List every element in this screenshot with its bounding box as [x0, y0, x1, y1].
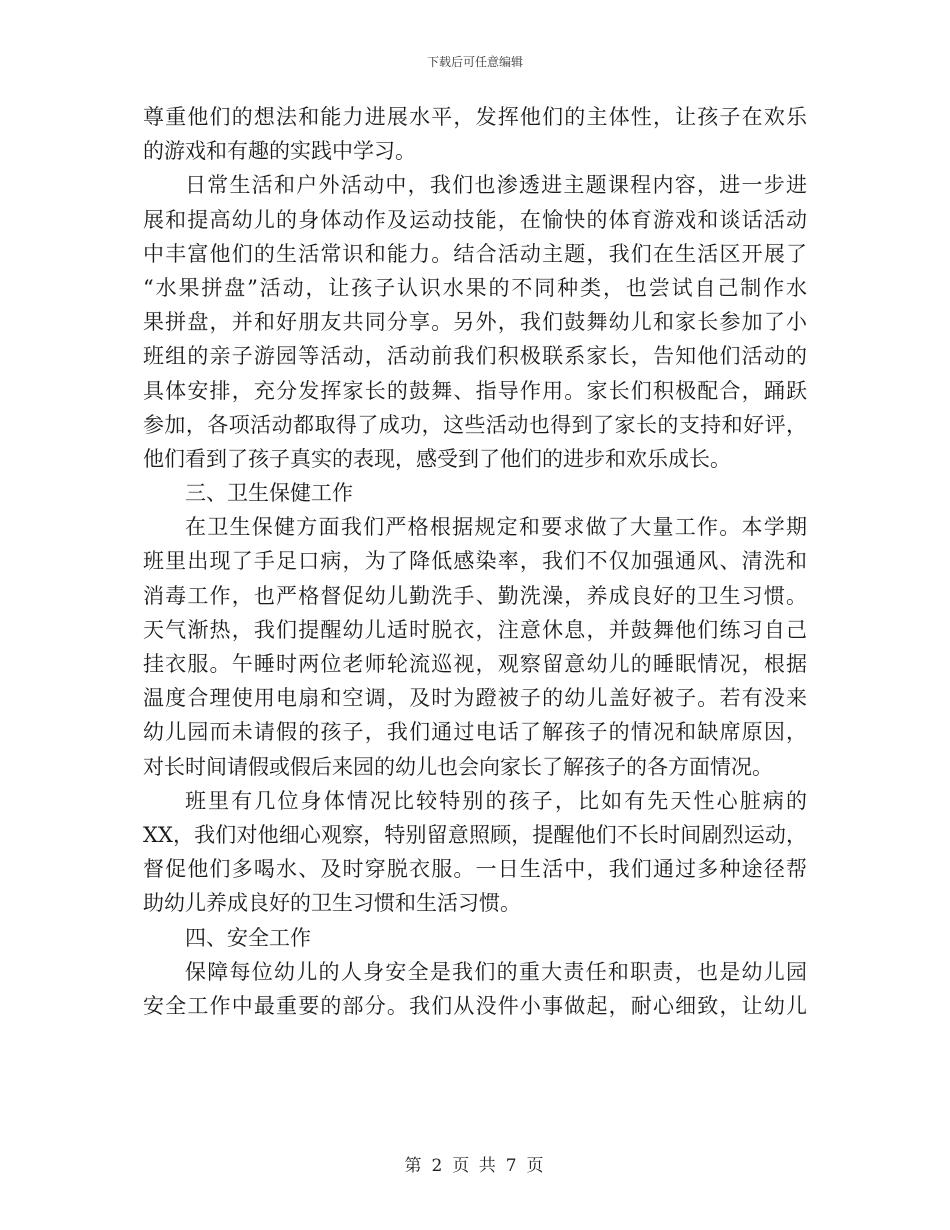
text-line: 果拼盘，并和好朋友共同分享。另外，我们鼓舞幼儿和家长参加了小 — [143, 310, 807, 335]
text-line: 幼儿园而未请假的孩子，我们通过电话了解孩子的情况和缺席原因， — [143, 720, 807, 745]
text-line: 温度合理使用电扇和空调，及时为蹬被子的幼儿盖好被子。若有没来 — [143, 686, 807, 711]
page-label-suffix: 页 — [526, 1156, 546, 1176]
text-line: 班里出现了手足口病，为了降低感染率，我们不仅加强通风、清洗和 — [143, 549, 807, 574]
text-line: 天气渐热，我们提醒幼儿适时脱衣，注意休息，并鼓舞他们练习自己 — [143, 617, 807, 642]
text-line: 展和提高幼儿的身体动作及运动技能，在愉快的体育游戏和谈话活动 — [143, 207, 807, 232]
page-header: 下载后可任意编辑 — [426, 55, 523, 69]
text-line: 班里有几位身体情况比较特别的孩子，比如有先天性心脏病的 — [185, 788, 807, 813]
page-footer — [0, 1151, 950, 1176]
text-line: 对长时间请假或假后来园的幼儿也会向家长了解孩子的各方面情况。 — [143, 754, 773, 779]
text-line: “水果拼盘”活动，让孩子认识水果的不同种类，也尝试自己制作水 — [143, 275, 807, 300]
text-line: 参加，各项活动都取得了成功，这些活动也得到了家长的支持和好评， — [143, 412, 807, 437]
paragraph — [143, 168, 807, 476]
document-body — [143, 100, 807, 1023]
heading-text: 三、卫生保健工作 — [185, 481, 353, 506]
paragraph — [143, 100, 807, 168]
text-line: 日常生活和户外活动中，我们也渗透进主题课程内容，进一步进 — [185, 173, 807, 198]
text-line: 班组的亲子游园等活动，活动前我们积极联系家长，告知他们活动的 — [143, 344, 807, 369]
text-line: 安全工作中最重要的部分。我们从没件小事做起，耐心细致，让幼儿 — [143, 993, 807, 1018]
text-line: 具体安排，充分发挥家长的鼓舞、指导作用。家长们积极配合，踊跃 — [143, 378, 807, 403]
section-heading — [143, 476, 807, 510]
text-line: XX，我们对他细心观察，特别留意照顾，提醒他们不长时间剧烈运动， — [143, 822, 807, 847]
page-label-prefix: 第 — [404, 1156, 424, 1176]
total-pages: 7 — [505, 1156, 519, 1176]
heading-text: 四、安全工作 — [185, 925, 311, 950]
text-line: 中丰富他们的生活常识和能力。结合活动主题，我们在生活区开展了 — [143, 241, 807, 266]
text-line: 督促他们多喝水、及时穿脱衣服。一日生活中，我们通过多种途径帮 — [143, 857, 807, 882]
text-line: 在卫生保健方面我们严格根据规定和要求做了大量工作。本学期 — [185, 515, 807, 540]
text-line: 他们看到了孩子真实的表现，感受到了他们的进步和欢乐成长。 — [143, 446, 731, 471]
page-number: 2 — [431, 1156, 445, 1176]
section-heading — [143, 921, 807, 955]
page-label-mid: 页 共 — [452, 1156, 498, 1176]
paragraph — [143, 784, 807, 921]
paragraph — [143, 510, 807, 784]
text-line: 的游戏和有趣的实践中学习。 — [143, 139, 416, 164]
text-line: 挂衣服。午睡时两位老师轮流巡视，观察留意幼儿的睡眠情况，根据 — [143, 652, 807, 676]
text-line: 尊重他们的想法和能力进展水平，发挥他们的主体性，让孩子在欢乐 — [143, 105, 807, 129]
text-line: 保障每位幼儿的人身安全是我们的重大责任和职责，也是幼儿园 — [185, 959, 807, 984]
text-line: 助幼儿养成良好的卫生习惯和生活习惯。 — [143, 891, 521, 916]
text-line: 消毒工作，也严格督促幼儿勤洗手、勤洗澡，养成良好的卫生习惯。 — [143, 583, 807, 608]
paragraph — [143, 955, 807, 1023]
